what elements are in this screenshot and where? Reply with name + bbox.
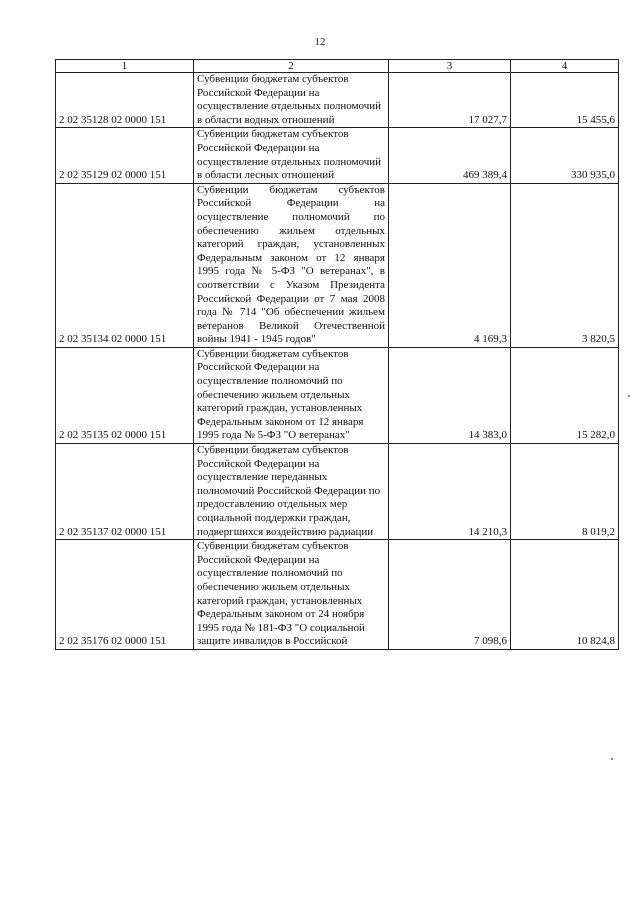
amount-column-4: 15 282,0 [511,347,619,443]
amount-column-3: 17 027,7 [389,73,511,128]
budget-code: 2 02 35176 02 0000 151 [56,540,194,650]
table-row [56,347,619,443]
column-header-4: 4 [511,60,619,73]
table-row [56,444,619,540]
page-number: 12 [314,36,326,48]
budget-code: 2 02 35134 02 0000 151 [56,183,194,347]
amount-column-3: 14 210,3 [389,444,511,540]
revenue-table [55,59,619,650]
scan-speck [611,758,613,760]
budget-code: 2 02 35137 02 0000 151 [56,444,194,540]
table-row [56,73,619,128]
amount-column-4: 330 935,0 [511,128,619,183]
scan-speck [628,395,630,397]
budget-code: 2 02 35135 02 0000 151 [56,347,194,443]
income-name: Субвенции бюджетам субъектов Российской Федерации на осуществление отдельных полномочий в области водных отношений [194,73,389,128]
column-header-1: 1 [56,60,194,73]
income-name: Субвенции бюджетам субъектов Российской Федерации на осуществление переданных полномочий Российской Федерации по предоставлению отдельных мер социальной поддержки граждан, подвергшихся воздействию радиации [194,444,389,540]
income-name: Субвенции бюджетам субъектов Российской Федерации на осуществление полномочий по обеспечению жильем отдельных категорий граждан, установленных Федеральным законом от 12 января 1995 года № 5-ФЗ "О ветеранах" [194,347,389,443]
income-name: Субвенции бюджетам субъектов Российской Федерации на осуществление полномочий по обеспечению жильем отдельных категорий граждан, установленных Федеральным законом от 12 января 1995 года № 5-ФЗ "О ветеранах", в соответствии с Указом Президента Российской Федерации от 7 мая 2008 года № 714 "Об обеспечении жильем ветеранов Великой Отечественной войны 1941 - 1945 годов" [194,183,389,347]
amount-column-3: 7 098,6 [389,540,511,650]
table-row [56,540,619,650]
income-name: Субвенции бюджетам субъектов Российской Федерации на осуществление отдельных полномочий в области лесных отношений [194,128,389,183]
amount-column-4: 10 824,8 [511,540,619,650]
table-row [56,183,619,347]
column-number-row [56,60,619,73]
amount-column-3: 469 389,4 [389,128,511,183]
income-name: Субвенции бюджетам субъектов Российской Федерации на осуществление полномочий по обеспечению жильем отдельных категорий граждан, установленных Федеральным законом от 24 ноября 1995 года № 181-ФЗ "О социальной защите инвалидов в Российской [194,540,389,650]
amount-column-3: 14 383,0 [389,347,511,443]
amount-column-4: 15 455,6 [511,73,619,128]
amount-column-3: 4 169,3 [389,183,511,347]
amount-column-4: 3 820,5 [511,183,619,347]
column-header-2: 2 [194,60,389,73]
budget-code: 2 02 35128 02 0000 151 [56,73,194,128]
table-row [56,128,619,183]
column-header-3: 3 [389,60,511,73]
budget-code: 2 02 35129 02 0000 151 [56,128,194,183]
amount-column-4: 8 019,2 [511,444,619,540]
